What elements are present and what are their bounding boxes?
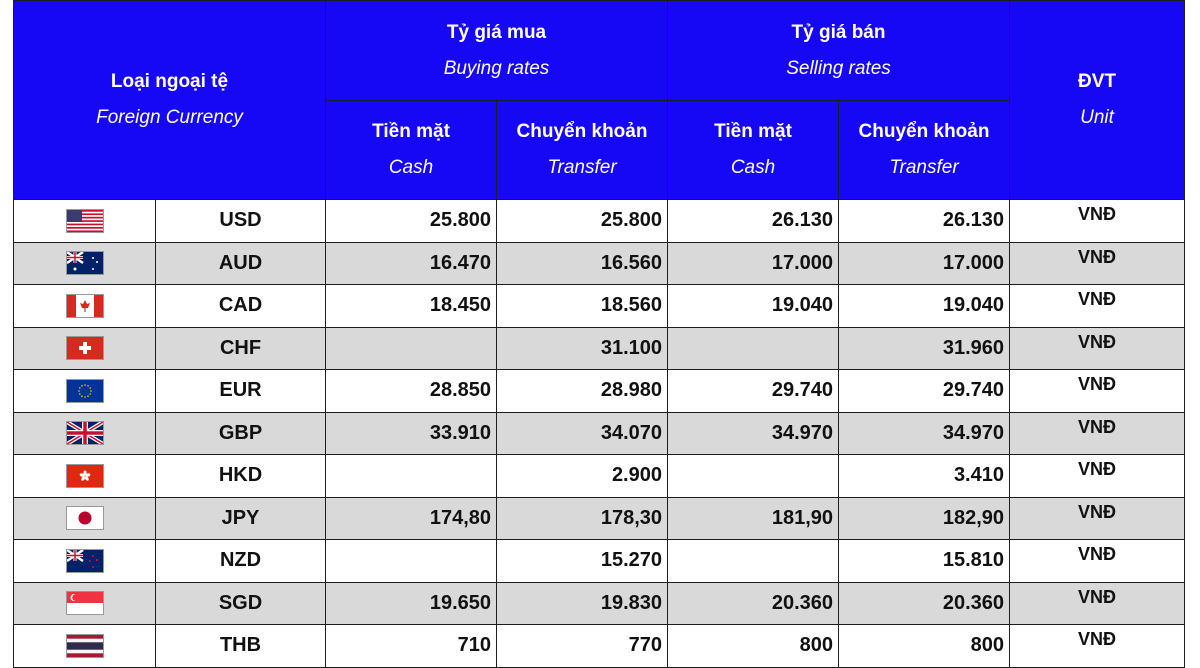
sell-cash-cell xyxy=(668,540,839,583)
buy-transfer-cell: 16.560 xyxy=(497,242,668,285)
buy-transfer-cell: 18.560 xyxy=(497,285,668,328)
buy-transfer-cell: 178,30 xyxy=(497,497,668,540)
flag-cell xyxy=(14,200,156,243)
table-header xyxy=(14,1,1185,200)
sell-transfer-cell: 15.810 xyxy=(839,540,1010,583)
us-flag-icon xyxy=(66,209,104,233)
unit-cell: VNĐ xyxy=(1010,582,1185,625)
currency-code-cell: CHF xyxy=(156,327,326,370)
sell-cash-cell xyxy=(668,327,839,370)
unit-cell: VNĐ xyxy=(1010,412,1185,455)
jp-flag-icon xyxy=(66,506,104,530)
header-selling-rates: Tỷ giá bán Selling rates xyxy=(668,1,1010,101)
sell-cash-cell: 20.360 xyxy=(668,582,839,625)
buy-transfer-cell: 19.830 xyxy=(497,582,668,625)
currency-code-cell: JPY xyxy=(156,497,326,540)
unit-cell: VNĐ xyxy=(1010,497,1185,540)
table-row xyxy=(14,455,1185,498)
buy-cash-cell: 174,80 xyxy=(326,497,497,540)
sell-transfer-cell: 3.410 xyxy=(839,455,1010,498)
sell-cash-cell: 19.040 xyxy=(668,285,839,328)
sell-transfer-cell: 20.360 xyxy=(839,582,1010,625)
unit-cell: VNĐ xyxy=(1010,327,1185,370)
table-row xyxy=(14,540,1185,583)
flag-cell xyxy=(14,625,156,668)
eu-flag-icon xyxy=(66,379,104,403)
unit-cell: VNĐ xyxy=(1010,370,1185,413)
buy-transfer-cell: 31.100 xyxy=(497,327,668,370)
sg-flag-icon xyxy=(66,591,104,615)
sell-transfer-cell: 31.960 xyxy=(839,327,1010,370)
flag-cell xyxy=(14,540,156,583)
unit-cell: VNĐ xyxy=(1010,200,1185,243)
currency-code-cell: AUD xyxy=(156,242,326,285)
sell-transfer-cell: 182,90 xyxy=(839,497,1010,540)
sell-cash-cell xyxy=(668,455,839,498)
flag-cell xyxy=(14,327,156,370)
sell-cash-cell: 26.130 xyxy=(668,200,839,243)
header-sell-cash: Tiền mặt Cash xyxy=(668,101,839,200)
table-row xyxy=(14,285,1185,328)
currency-code-cell: SGD xyxy=(156,582,326,625)
exchange-rate-table xyxy=(13,0,1185,668)
currency-code-cell: CAD xyxy=(156,285,326,328)
currency-code-cell: NZD xyxy=(156,540,326,583)
buy-cash-cell: 28.850 xyxy=(326,370,497,413)
table-row xyxy=(14,327,1185,370)
sell-transfer-cell: 17.000 xyxy=(839,242,1010,285)
sell-transfer-cell: 34.970 xyxy=(839,412,1010,455)
header-buy-transfer: Chuyển khoản Transfer xyxy=(497,101,668,200)
table-row xyxy=(14,412,1185,455)
buy-cash-cell: 25.800 xyxy=(326,200,497,243)
th-flag-icon xyxy=(66,634,104,658)
flag-cell xyxy=(14,285,156,328)
buy-transfer-cell: 28.980 xyxy=(497,370,668,413)
table-row xyxy=(14,242,1185,285)
buy-cash-cell: 16.470 xyxy=(326,242,497,285)
sell-cash-cell: 800 xyxy=(668,625,839,668)
table-row xyxy=(14,497,1185,540)
table-row xyxy=(14,625,1185,668)
header-sell-transfer: Chuyển khoản Transfer xyxy=(839,101,1010,200)
table-body xyxy=(14,200,1185,668)
sell-cash-cell: 34.970 xyxy=(668,412,839,455)
header-buying-rates: Tỷ giá mua Buying rates xyxy=(326,1,668,101)
unit-cell: VNĐ xyxy=(1010,625,1185,668)
header-foreign-currency: Loại ngoại tệ Foreign Currency xyxy=(14,1,326,200)
flag-cell xyxy=(14,242,156,285)
flag-cell xyxy=(14,582,156,625)
buy-transfer-cell: 2.900 xyxy=(497,455,668,498)
sell-transfer-cell: 26.130 xyxy=(839,200,1010,243)
unit-cell: VNĐ xyxy=(1010,242,1185,285)
buy-cash-cell: 19.650 xyxy=(326,582,497,625)
buy-cash-cell xyxy=(326,455,497,498)
currency-code-cell: THB xyxy=(156,625,326,668)
table-row xyxy=(14,200,1185,243)
buy-cash-cell: 33.910 xyxy=(326,412,497,455)
buy-transfer-cell: 15.270 xyxy=(497,540,668,583)
currency-code-cell: USD xyxy=(156,200,326,243)
currency-code-cell: HKD xyxy=(156,455,326,498)
hk-flag-icon xyxy=(66,464,104,488)
header-unit: ĐVT Unit xyxy=(1010,1,1185,200)
buy-transfer-cell: 770 xyxy=(497,625,668,668)
sell-cash-cell: 17.000 xyxy=(668,242,839,285)
table-row xyxy=(14,582,1185,625)
ca-flag-icon xyxy=(66,294,104,318)
sell-transfer-cell: 19.040 xyxy=(839,285,1010,328)
sell-cash-cell: 29.740 xyxy=(668,370,839,413)
sell-transfer-cell: 800 xyxy=(839,625,1010,668)
ch-flag-icon xyxy=(66,336,104,360)
flag-cell xyxy=(14,370,156,413)
buy-cash-cell xyxy=(326,327,497,370)
au-flag-icon xyxy=(66,251,104,275)
buy-transfer-cell: 25.800 xyxy=(497,200,668,243)
gb-flag-icon xyxy=(66,421,104,445)
buy-cash-cell: 18.450 xyxy=(326,285,497,328)
buy-cash-cell xyxy=(326,540,497,583)
flag-cell xyxy=(14,412,156,455)
buy-cash-cell: 710 xyxy=(326,625,497,668)
flag-cell xyxy=(14,455,156,498)
table-row xyxy=(14,370,1185,413)
unit-cell: VNĐ xyxy=(1010,285,1185,328)
flag-cell xyxy=(14,497,156,540)
sell-transfer-cell: 29.740 xyxy=(839,370,1010,413)
sell-cash-cell: 181,90 xyxy=(668,497,839,540)
buy-transfer-cell: 34.070 xyxy=(497,412,668,455)
nz-flag-icon xyxy=(66,549,104,573)
unit-cell: VNĐ xyxy=(1010,540,1185,583)
currency-code-cell: EUR xyxy=(156,370,326,413)
unit-cell: VNĐ xyxy=(1010,455,1185,498)
currency-code-cell: GBP xyxy=(156,412,326,455)
header-buy-cash: Tiền mặt Cash xyxy=(326,101,497,200)
exchange-rate-table-container xyxy=(13,0,1184,657)
